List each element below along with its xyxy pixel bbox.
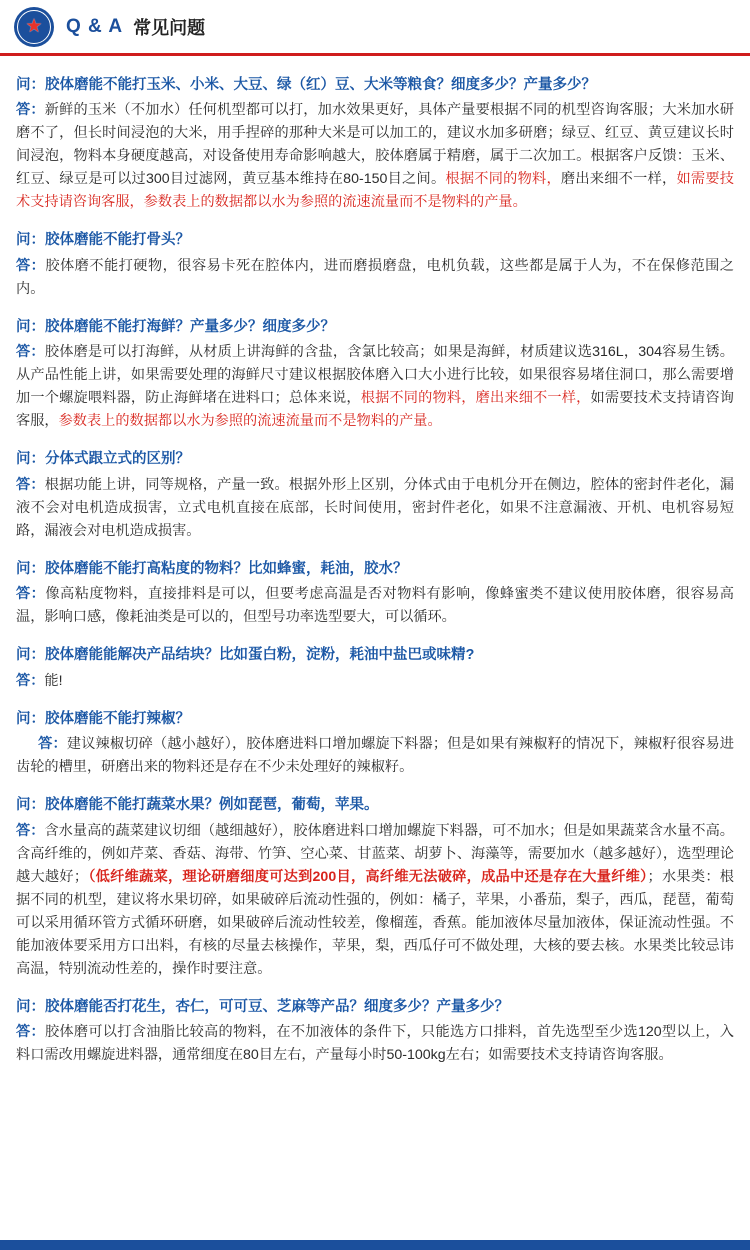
answer-label: 答： [16, 344, 45, 361]
question-line [16, 74, 734, 96]
qa-item [16, 229, 734, 300]
question-label: 问： [16, 451, 45, 468]
question-line [16, 996, 734, 1018]
question-label: 问： [16, 998, 45, 1015]
answer-text: 胶体磨可以打含油脂比较高的物料，在不加液体的条件下，只能选方口排料，首先选型至少选120型以上，入料口需改用螺旋进料器，通常细度在80目左右，产量每小时50-100kg左右；如需要技术支持请咨询客服。 [16, 1024, 734, 1064]
answer-label: 答： [16, 102, 45, 119]
answer-highlight-2: 如需要技术支持请咨询客服， [16, 171, 734, 211]
question-text: 分体式跟立式的区别？ [45, 451, 190, 468]
answer-highlight-1: 根据不同的物料， [445, 171, 561, 188]
answer-text: 新鲜的玉米（不加水）任何机型都可以打，加水效果更好，具体产量要根据不同的机型咨询客服；大米加水研磨不了，但长时间浸泡的大米，用手捏碎的那种大米是可以加工的，建议水加多研磨；绿豆、红豆、黄豆建议长时间浸泡，物料本身硬度越高，对设备使用寿命影响越大，胶体磨属于精磨，属于二次加工。根据客户反馈：玉米、红豆、绿豆是可以过300目过滤网，黄豆基本维持在80-150目之间。 [16, 102, 734, 188]
answer-line [16, 474, 734, 543]
answer-label: 答： [38, 736, 67, 753]
answer-text: 像高粘度物料，直接排料是可以，但要考虑高温是否对物料有影响，像蜂蜜类不建议使用胶体磨，很容易高温，影响口感，像耗油类是可以的，但型号功率选型要大，可以循环。 [16, 586, 734, 626]
answer-line [16, 1021, 734, 1067]
qa-item [16, 794, 734, 980]
question-text: 胶体磨能不能打玉米、小米、大豆、绿（红）豆、大米等粮食？细度多少？产量多少？ [45, 77, 596, 93]
answer-line [16, 341, 734, 433]
question-label: 问： [16, 318, 45, 335]
header-subtitle: 常见问题 [133, 17, 206, 38]
question-line [16, 794, 734, 816]
qa-item [16, 558, 734, 629]
answer-highlight-1: 根据不同的物料，磨出来细不一样， [360, 390, 591, 407]
answer-line [16, 255, 734, 301]
qa-item [16, 996, 734, 1067]
question-text: 胶体磨能不能打骨头？ [45, 232, 190, 249]
answer-label: 答： [16, 257, 46, 274]
answer-line [16, 583, 734, 629]
question-label: 问： [16, 710, 45, 727]
star-badge-icon [14, 7, 54, 47]
answer-label: 答： [16, 1024, 45, 1041]
answer-line [16, 820, 734, 981]
qa-item [16, 316, 734, 433]
qa-item [16, 448, 734, 542]
question-line [16, 558, 734, 580]
question-label: 问： [16, 77, 45, 93]
question-label: 问： [16, 560, 45, 577]
answer-text: 含水量高的蔬菜建议切细（越细越好），胶体磨进料口增加螺旋下料器，可不加水；但是如果蔬菜含水量不高。含高纤维的，例如芹菜、香菇、海带、竹笋、空心菜、甘蓝菜、胡萝卜、海藻等，需要加水（越多越好），选型理论越大越好； [16, 822, 734, 885]
question-label: 问： [16, 797, 45, 814]
answer-line [16, 670, 734, 693]
qa-item [16, 74, 734, 214]
question-label: 问： [16, 232, 45, 249]
answer-label: 答： [16, 672, 45, 689]
answer-text-2: 磨出来细不一样， [560, 171, 677, 188]
question-text: 胶体磨能不能打蔬菜水果？例如琵琶，葡萄，苹果。 [45, 797, 379, 814]
answer-text: 能! [44, 672, 63, 689]
answer-highlight-1: （低纤维蔬菜，理论研磨细度可达到200目，高纤维无法破碎，成品中还是存在大量纤维） [88, 868, 648, 885]
question-text: 胶体磨能不能打高粘度的物料？比如蜂蜜，耗油，胶水？ [45, 560, 408, 577]
faq-content [0, 56, 750, 1067]
question-text: 胶体磨能不能打辣椒？ [45, 710, 190, 727]
answer-text: 建议辣椒切碎（越小越好），胶体磨进料口增加螺旋下料器；但是如果有辣椒籽的情况下，辣椒籽很容易进齿轮的槽里，研磨出来的物料还是存在不少未处理好的辣椒籽。 [16, 736, 734, 776]
question-line [16, 448, 734, 470]
logo-star-glyph: ★ [25, 16, 43, 37]
answer-highlight-2: 参数表上的数据都以水为参照的流速流量而不是物料的产量。 [58, 413, 442, 430]
answer-text-2: ；水果类：根据不同的机型，建议将水果切碎，如果破碎后流动性强的，例如：橘子，苹果，小番茄，梨子，西瓜，琵琶，葡萄可以采用循环管方式循环研磨，如果破碎后流动性较差，像榴莲，香蕉。能加液体尽量加液体，保证流动性强。不能加液体要采用方口出料，有核的尽量去核操作，苹果，梨，西瓜仔可不做处理，大核的要去核。水果类比较忌讳高温，特别流动性差的，操作时要注意。 [16, 868, 734, 977]
question-text: 胶体磨能能解决产品结块？比如蛋白粉，淀粉，耗油中盐巴或味精? [45, 647, 475, 664]
page-header [0, 0, 750, 56]
answer-highlight-3: 参数表上的数据都以水为参照的流速流量而不是物料的产量。 [143, 194, 527, 211]
answer-text: 胶体磨是可以打海鲜，从材质上讲海鲜的含盐，含氯比较高；如果是海鲜，材质建议选316L，304容易生锈。从产品性能上讲，如果需要处理的海鲜尺寸建议根据胶体磨入口大小进行比较，如果很容易堵住洞口，那么需要增加一个螺旋喂料器，防止海鲜堵在进料口；总体来说， [16, 344, 734, 407]
header-title: Q & A [66, 15, 124, 37]
footer-bar [0, 1240, 750, 1250]
question-line [16, 316, 734, 338]
answer-label: 答： [16, 476, 45, 493]
question-line [16, 708, 734, 730]
qa-item [16, 708, 734, 779]
question-line [16, 229, 734, 251]
answer-label: 答： [16, 822, 45, 839]
answer-label: 答： [16, 586, 46, 603]
qa-item [16, 644, 734, 692]
answer-text: 胶体磨不能打硬物，很容易卡死在腔体内，进而磨损磨盘，电机负载，这些都是属于人为，不在保修范围之内。 [16, 257, 734, 297]
answer-text: 根据功能上讲，同等规格，产量一致。根据外形上区别，分体式由于电机分开在侧边，腔体的密封件老化，漏液不会对电机造成损害，立式电机直接在底部，长时间使用，密封件老化，如果不注意漏液、开机、电机容易短路，漏液会对电机造成损害。 [16, 476, 734, 539]
answer-text-2: 如需要技术支持请咨询客服， [16, 390, 734, 430]
answer-line [16, 99, 734, 214]
answer-line [16, 733, 734, 779]
question-text: 胶体磨能不能打海鲜？产量多少？细度多少？ [45, 318, 335, 335]
question-text: 胶体磨能否打花生，杏仁，可可豆、芝麻等产品？细度多少？产量多少？ [45, 998, 509, 1015]
question-line [16, 644, 734, 666]
question-label: 问： [16, 647, 45, 664]
